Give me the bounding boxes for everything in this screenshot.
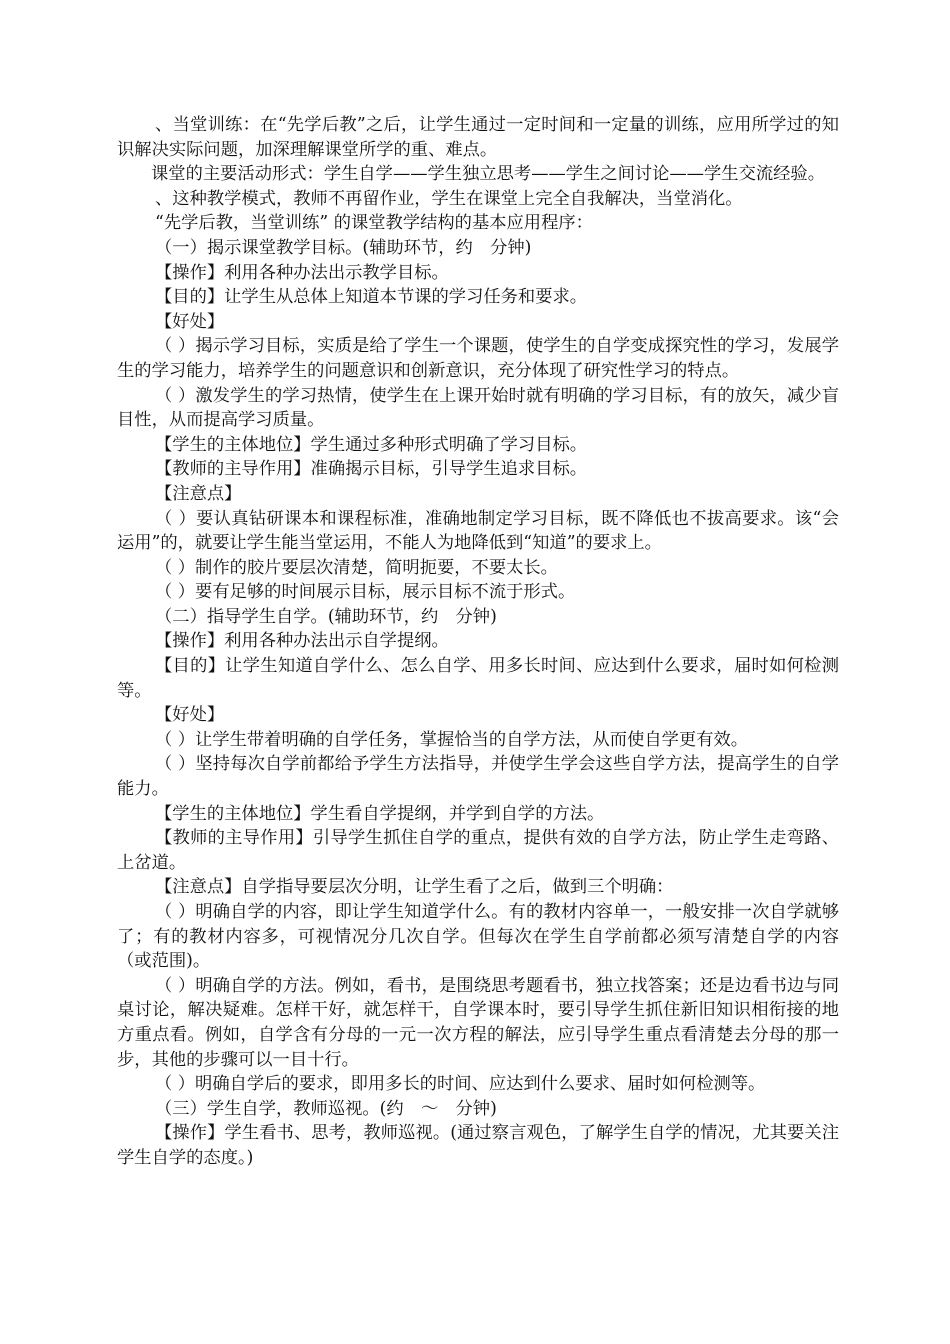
list-item: （ ）揭示学习目标，实质是给了学生一个课题，使学生的自学变成探究性的学习，发展学生的学习能力，培养学生的问题意识和创新意识，充分体现了研究性学习的特点。 — [117, 336, 839, 381]
paragraph: 【教师的主导作用】引导学生抓住自学的重点，提供有效的自学方法，防止学生走弯路、上岔道。 — [117, 828, 839, 873]
paragraph: 【操作】学生看书、思考，教师巡视。(通过察言观色，了解学生自学的情况，尤其要关注学生自学的态度。) — [117, 1123, 839, 1168]
paragraph: 【注意点】自学指导要层次分明，让学生看了之后，做到三个明确： — [155, 877, 674, 898]
section-heading: （二）指导学生自学。(辅助环节，约 分钟) — [155, 606, 497, 627]
list-item: （ ）要有足够的时间展示目标，展示目标不流于形式。 — [155, 582, 576, 603]
paragraph: “先学后教，当堂训练” 的课堂教学结构的基本应用程序： — [155, 213, 593, 234]
list-item: （ ）明确自学的内容，即让学生知道学什么。有的教材内容单一，一般安排一次自学就够了；有的教材内容多，可视情况分几次自学。但每次在学生自学前都必须写清楚自学的内容（或范围)。 — [117, 902, 839, 972]
list-item: （ ）激发学生的学习热情，使学生在上课开始时就有明确的学习目标，有的放矢，减少盲目性，从而提高学习质量。 — [117, 385, 839, 431]
list-item: （ ）明确自学后的要求，即用多长的时间、应达到什么要求、届时如何检测等。 — [155, 1074, 766, 1095]
paragraph: 【目的】让学生从总体上知道本节课的学习任务和要求。 — [155, 287, 588, 308]
paragraph: 【目的】让学生知道自学什么、怎么自学、用多长时间、应达到什么要求，届时如何检测等。 — [117, 656, 839, 701]
paragraph: 【教师的主导作用】准确揭示目标，引导学生追求目标。 — [155, 459, 588, 480]
paragraph: 【学生的主体地位】学生通过多种形式明确了学习目标。 — [155, 434, 588, 455]
list-item: （ ）要认真钻研课本和课程标准，准确地制定学习目标，既不降低也不拔高要求。该“会运用”的，就要让学生能当堂运用，不能人为地降低到“知道”的要求上。 — [117, 508, 839, 554]
paragraph: 、当堂训练：在“先学后教”之后，让学生通过一定时间和一定量的训练，应用所学过的知识解决实际问题，加深理解课堂所学的重、难点。 — [117, 115, 839, 160]
list-item: （ ）坚持每次自学前都给予学生方法指导，并使学生学会这些自学方法，提高学生的自学能力。 — [117, 754, 839, 800]
document-body — [117, 113, 839, 1171]
paragraph: 【操作】利用各种办法出示教学目标。 — [155, 262, 449, 283]
paragraph: 【学生的主体地位】学生看自学提纲，并学到自学的方法。 — [155, 803, 605, 824]
list-item: （ ）让学生带着明确的自学任务，掌握恰当的自学方法，从而使自学更有效。 — [155, 729, 749, 750]
section-heading: （一）揭示课堂教学目标。(辅助环节，约 分钟) — [155, 237, 532, 258]
paragraph: 【操作】利用各种办法出示自学提纲。 — [155, 631, 449, 652]
paragraph: 、这种教学模式，教师不再留作业，学生在课堂上完全自我解决，当堂消化。 — [155, 188, 743, 209]
section-heading: （三）学生自学，教师巡视。(约 ～ 分钟) — [155, 1098, 497, 1119]
paragraph: 【好处】 — [155, 705, 225, 726]
paragraph: 课堂的主要活动形式：学生自学——学生独立思考——学生之间讨论——学生交流经验。 — [151, 164, 825, 185]
paragraph: 【好处】 — [155, 311, 225, 332]
list-item: （ ）制作的胶片要层次清楚，简明扼要，不要太长。 — [155, 557, 558, 578]
paragraph: 【注意点】 — [155, 483, 242, 504]
list-item: （ ）明确自学的方法。例如，看书，是围绕思考题看书，独立找答案；还是边看书边与同桌讨论，解决疑难。怎样干好，就怎样干，自学课本时，要引导学生抓住新旧知识相衔接的地方重点看。例如，自学含有分母的一元一次方程的解法，应引导学生重点看清楚去分母的那一步，其他的步骤可以一目十行。 — [117, 975, 839, 1070]
